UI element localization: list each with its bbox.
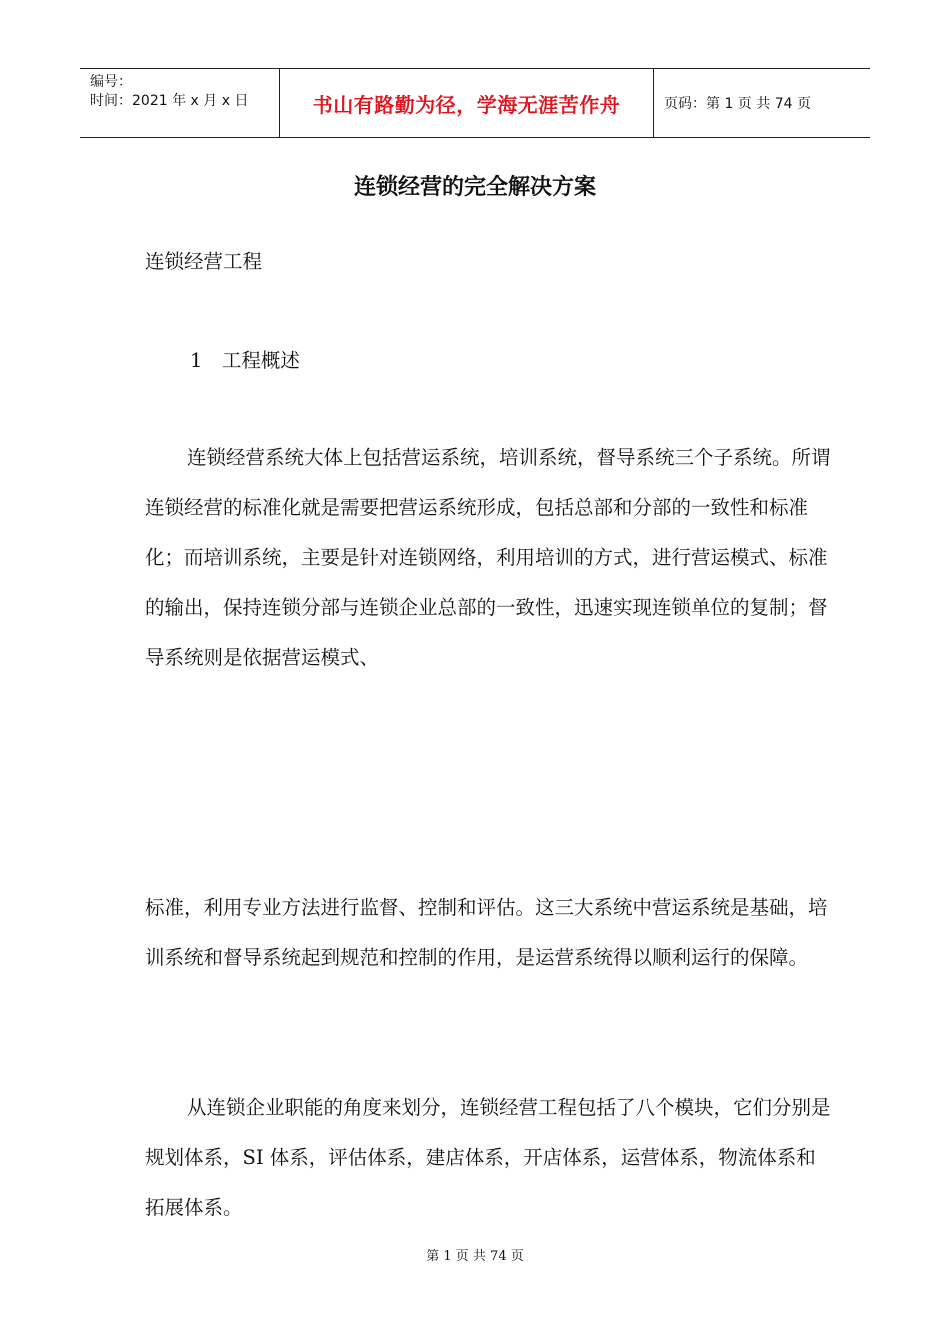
paragraph-3-block [145,1083,835,1233]
header-motto-cell [280,69,654,137]
header-page-info: 页码：第 1 页 共 74 页 [664,96,811,112]
header-motto: 书山有路勤为径，学海无涯苦作舟 [312,92,621,117]
document-time-label: 时间：2021 年 x 月 x 日 [90,93,249,109]
document-subtitle: 连锁经营工程 [145,250,263,273]
page-header [80,68,870,138]
paragraph-3: 从连锁企业职能的角度来划分，连锁经营工程包括了八个模块，它们分别是规划体系，SI 体系，评估体系，建店体系，开店体系，运营体系，物流体系和拓展体系。 [145,1096,831,1219]
paragraph-1: 连锁经营系统大体上包括营运系统，培训系统，督导系统三个子系统。所谓连锁经营的标准化就是需要把营运系统形成，包括总部和分部的一致性和标准化；而培训系统，主要是针对连锁网络，利用培训的方式，进行营运模式、标准的输出，保持连锁分部与连锁企业总部的一致性，迅速实现连锁单位的复制；督导系统则是依据营运模式、 [145,446,831,669]
section-heading: 1 工程概述 [190,349,300,372]
header-meta [80,69,280,137]
document-title: 连锁经营的完全解决方案 [353,174,596,200]
document-number-label: 编号： [90,74,132,90]
paragraph-2-block [145,883,835,983]
paragraph-1-block [145,433,835,683]
paragraph-2: 标准，利用专业方法进行监督、控制和评估。这三大系统中营运系统是基础，培训系统和督导系统起到规范和控制的作用，是运营系统得以顺利运行的保障。 [145,896,828,969]
page-footer: 第 1 页 共 74 页 [426,1249,524,1264]
